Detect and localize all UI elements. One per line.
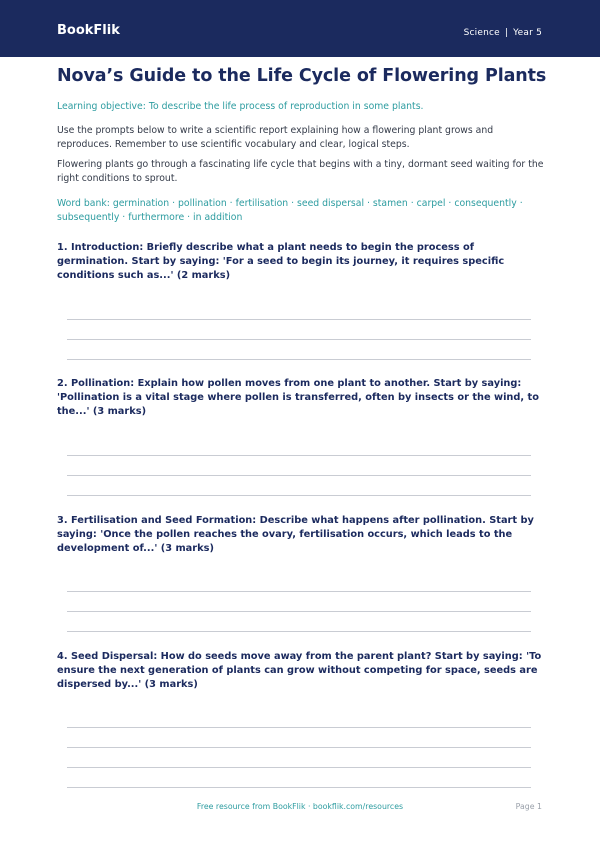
learning-objective: Learning objective: To describe the life process of reproduction in some plants. — [57, 101, 424, 112]
answer-line[interactable] — [67, 339, 531, 340]
question-4: 4. Seed Dispersal: How do seeds move away from the parent plant? Start by saying: 'To ensure the next generation of plants can grow without competing for space, seeds are dispersed by...' (3 marks) — [57, 651, 542, 690]
answer-line[interactable] — [67, 319, 531, 320]
question-2: 2. Pollination: Explain how pollen moves from one plant to another. Start by saying: 'Pollination is a vital stage where pollen is transferred, often by insects or the wind, to the...' (3 marks) — [57, 378, 539, 417]
answer-line[interactable] — [67, 611, 531, 612]
answer-line[interactable] — [67, 455, 531, 456]
word-bank: Word bank: germination · pollination · fertilisation · seed dispersal · stamen · carpel · consequently · subsequently · furthermore · in addition — [57, 198, 523, 223]
intro-paragraph-1: Use the prompts below to write a scientific report explaining how a flowering plant grows and reproduces. Remember to use scientific vocabulary and clear, logical steps. — [57, 125, 494, 150]
answer-line[interactable] — [67, 475, 531, 476]
year-label: Year 5 — [513, 28, 542, 38]
brand-logo: BookFlik — [57, 23, 120, 38]
header-separator: | — [504, 28, 509, 38]
page-number: Page 1 — [515, 802, 542, 811]
answer-line[interactable] — [67, 359, 531, 360]
answer-line[interactable] — [67, 495, 531, 496]
answer-line[interactable] — [67, 787, 531, 788]
footer-text[interactable]: Free resource from BookFlik · bookflik.com/resources — [196, 802, 404, 811]
question-1: 1. Introduction: Briefly describe what a plant needs to begin the process of germination. Start by saying: 'For a seed to begin its journey, it requires specific conditions such as...' (2 marks) — [57, 242, 505, 281]
answer-line[interactable] — [67, 591, 531, 592]
answer-line[interactable] — [67, 747, 531, 748]
answer-line[interactable] — [67, 727, 531, 728]
intro-paragraph-2: Flowering plants go through a fascinating life cycle that begins with a tiny, dormant seed waiting for the right conditions to sprout. — [57, 159, 544, 184]
subject-label: Science — [463, 28, 500, 38]
header-meta — [464, 28, 542, 38]
page-header — [0, 0, 600, 57]
answer-line[interactable] — [67, 631, 531, 632]
page-title: Nova’s Guide to the Life Cycle of Flowering Plants — [57, 66, 547, 86]
question-3: 3. Fertilisation and Seed Formation: Describe what happens after pollination. Start by saying: 'Once the pollen reaches the ovary, fertilisation occurs, which leads to the development of...' (3 marks) — [57, 515, 534, 554]
answer-line[interactable] — [67, 767, 531, 768]
